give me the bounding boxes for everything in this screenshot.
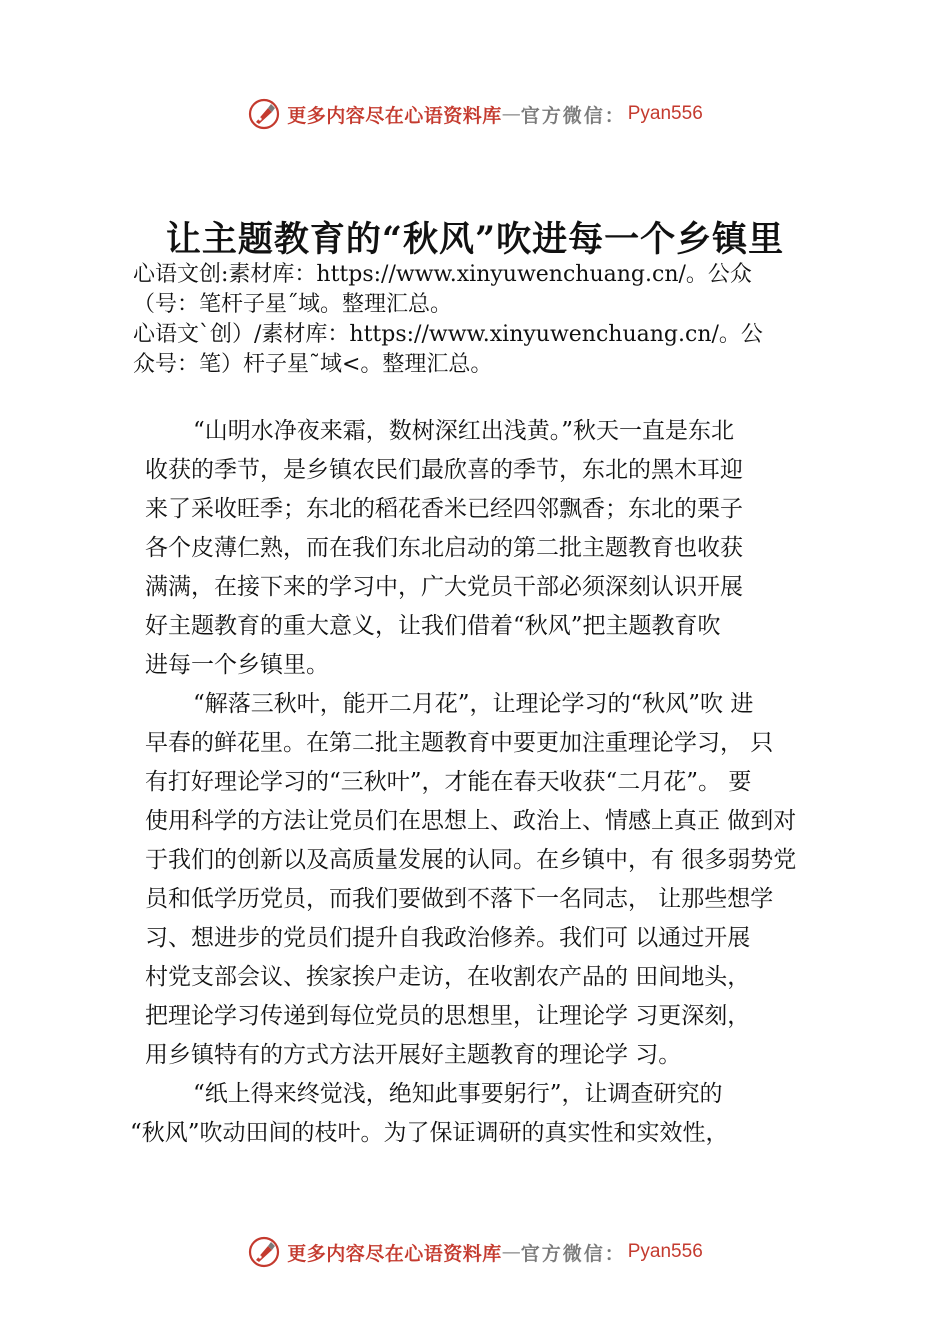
- document-title: 让主题教育的“秋风”吹进每一个乡镇里: [165, 219, 785, 260]
- source-line: （号：笔杆子星˝域。整理汇总。: [133, 292, 453, 317]
- paragraph-line: 满满，在接下来的学习中，广大党员干部必须深刻认识开展: [145, 574, 743, 600]
- source-line: 心语文`创）/素材库：https://www.xinyuwenchuang.cn/。公: [133, 322, 763, 347]
- paragraph-line: 来了采收旺季；东北的稻花香米已经四邻飘香；东北的栗子: [145, 496, 743, 522]
- banner-dash: —: [501, 103, 521, 125]
- wechat-id: Pyan556: [627, 1241, 703, 1262]
- paragraph-line: 收获的季节，是乡镇农民们最欣喜的季节，东北的黑木耳迎: [145, 457, 743, 483]
- paragraph-line: 习、想进步的党员们提升自我政治修养。我们可 以通过开展: [145, 925, 751, 951]
- paragraph-line: 村党支部会议、挨家挨户走访，在收割农产品的 田间地头，: [145, 964, 751, 990]
- paragraph-line: “解落三秋叶，能开二月花”，让理论学习的“秋风”吹 进: [193, 691, 754, 717]
- pen-nib-logo-icon: [247, 1235, 281, 1269]
- source-line: 众号：笔）杆子星˜域<。整理汇总。: [133, 352, 493, 377]
- paragraph-line: 员和低学历党员，而我们要做到不落下一名同志， 让那些想学: [145, 886, 774, 912]
- banner-dash: —: [501, 1241, 521, 1263]
- header-banner: [0, 94, 950, 134]
- paragraph-line: 把理论学习传递到每位党员的思想里，让理论学 习更深刻，: [145, 1003, 751, 1029]
- paragraph-line: 好主题教育的重大意义，让我们借着“秋风”把主题教育吹: [145, 613, 721, 639]
- document-body: [130, 412, 835, 1153]
- wechat-label: 官方微信：: [520, 1242, 626, 1265]
- wechat-id: Pyan556: [627, 103, 703, 124]
- paragraph-line: “山明水净夜来霜，数树深红出浅黄。”秋天一直是东北: [193, 418, 735, 444]
- paragraph-line: 各个皮薄仁熟，而在我们东北启动的第二批主题教育也收获: [145, 535, 743, 561]
- paragraph-line: 于我们的创新以及高质量发展的认同。在乡镇中，有 很多弱势党: [145, 847, 797, 873]
- paragraph-line: 早春的鲜花里。在第二批主题教育中要更加注重理论学习， 只: [145, 730, 774, 756]
- banner-text: 更多内容尽在心语资料库: [287, 1242, 502, 1265]
- footer-banner: [0, 1232, 950, 1272]
- paragraph-line: 用乡镇特有的方式方法开展好主题教育的理论学 习。: [145, 1042, 682, 1068]
- paragraph-line: “秋风”吹动田间的枝叶。为了保证调研的真实性和实效性，: [130, 1120, 729, 1146]
- banner-text: 更多内容尽在心语资料库: [287, 104, 502, 127]
- pen-nib-logo-icon: [247, 97, 281, 131]
- paragraph-line: “纸上得来终觉浅，绝知此事要躬行”，让调查研究的: [193, 1081, 723, 1107]
- wechat-label: 官方微信：: [520, 104, 626, 127]
- paragraph-line: 进每一个乡镇里。: [145, 652, 329, 678]
- source-line: 心语文创:素材库：https://www.xinyuwenchuang.cn/。公众: [133, 262, 752, 287]
- paragraph-line: 使用科学的方法让党员们在思想上、政治上、情感上真正 做到对: [145, 808, 797, 834]
- paragraph-line: 有打好理论学习的“三秋叶”，才能在春天收获“二月花”。 要: [145, 769, 752, 795]
